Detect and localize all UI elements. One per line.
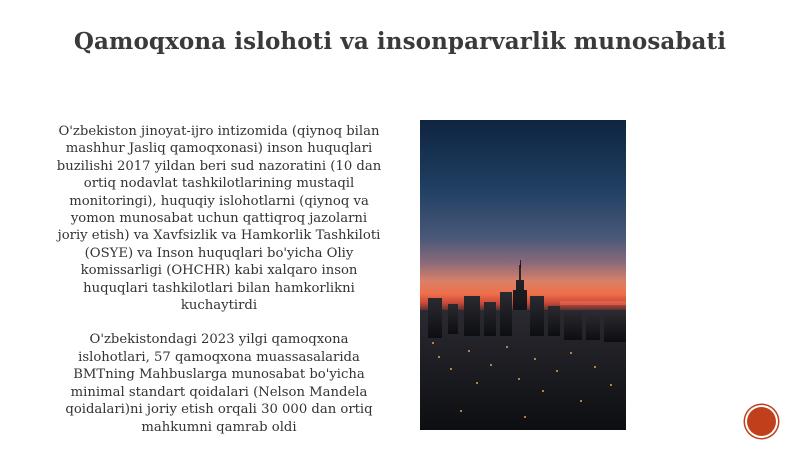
city-sunset-photo <box>420 120 626 430</box>
paragraph-1: O'zbekiston jinoyat-ijro intizomida (qiynoq bilan mashhur Jasliq qamoqxonasi) inson huquqlari buzilishi 2017 yildan beri sud nazoratini (10 dan ortiq nodavlat tashkilotlarining mustaqil monitoringi), huquqiy islohotlarni (qiynoq va yomon munosabat uchun qattiqroq jazolarni joriy etish) va Xavfsizlik va Hamkorlik Tashkiloti (OSYE) va Inson huquqlari bo'yicha Oliy komissarligi (OHCHR) kabi xalqaro inson huquqlari tashkilotlari bilan hamkorlikni kuchaytirdi <box>56 124 382 314</box>
next-slide-button[interactable] <box>747 407 776 436</box>
paragraph-2: O'zbekistondagi 2023 yilgi qamoqxona islohotlari, 57 qamoqxona muassasalarida BMTning Mahbuslarga munosabat bo'yicha minimal standart qoidalari (Nelson Mandela qoidalari)ni joriy etish orqali 30 000 dan ortiq mahkumni qamrab oldi <box>65 332 373 435</box>
slide-title: Qamoqxona islohoti va insonparvarlik munosabati <box>73 28 727 55</box>
slide-body <box>54 123 384 449</box>
